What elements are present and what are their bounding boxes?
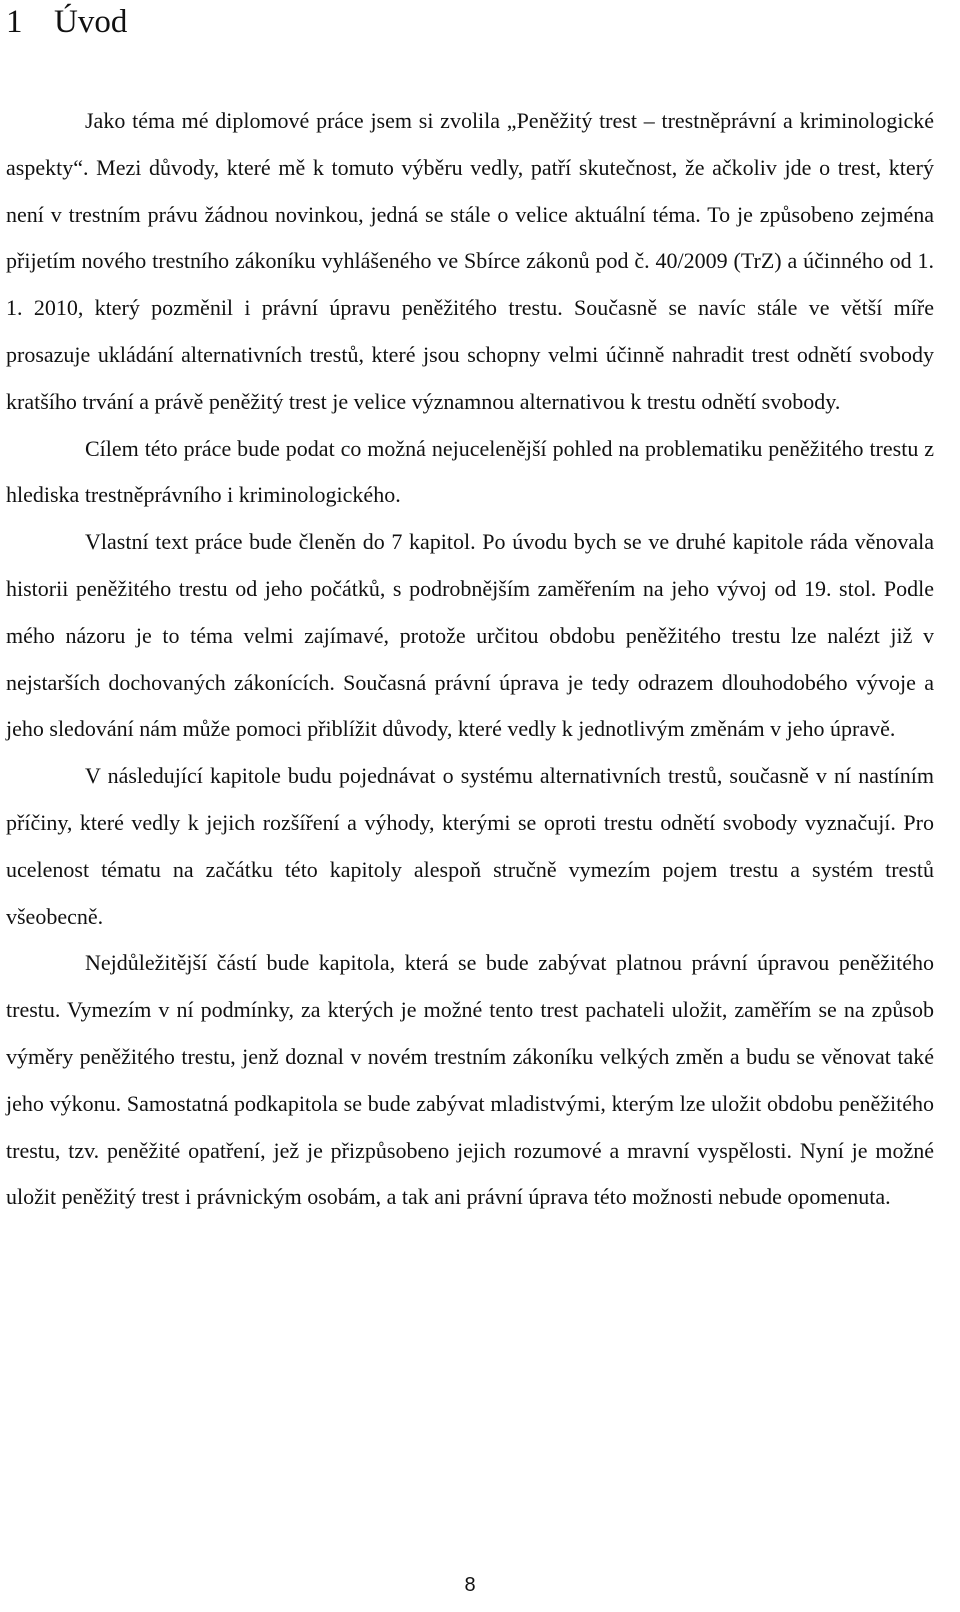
paragraph-5: Nejdůležitější částí bude kapitola, která se bude zabývat platnou právní úpravou peněžitého trestu. Vymezím v ní podmínky, za kterých je možné tento trest pachateli uložit, zaměřím se na způsob výměry peněžitého trestu, jenž doznal v novém trestním zákoníku velkých změn a budu se věnovat také jeho výkonu. Samostatná podkapitola se bude zabývat mladistvými, kterým lze uložit obdobu peněžitého trestu, tzv. peněžité opatření, jež je přizpůsobeno jejich rozumové a mravní vyspělosti. Nyní je možné uložit peněžitý trest i právnickým osobám, a tak ani právní úprava této možnosti nebude opomenuta. (6, 950, 934, 1210)
paragraph-4: V následující kapitole budu pojednávat o systému alternativních trestů, současně v ní nastíním příčiny, které vedly k jejich rozšíření a výhody, kterými se oproti trestu odnětí svobody vyznačují. Pro ucelenost tématu na začátku této kapitoly alespoň stručně vymezím pojem trestu a systém trestů všeobecně. (6, 763, 934, 929)
chapter-number: 1 (6, 4, 23, 40)
paragraph-2: Cílem této práce bude podat co možná nejucelenější pohled na problematiku peněžitého trestu z hlediska trestněprávního i kriminologického. (6, 435, 934, 508)
paragraph-3: Vlastní text práce bude členěn do 7 kapitol. Po úvodu bych se ve druhé kapitole ráda věnovala historii peněžitého trestu od jeho počátků, s podrobnějším zaměřením na jeho vývoj od 19. stol. Podle mého názoru je to téma velmi zajímavé, protože určitou obdobu peněžitého trestu lze nalézt již v nejstarších dochovaných zákonících. Současná právní úprava je tedy odrazem dlouhodobého vývoje a jeho sledování nám může pomoci přiblížit důvody, které vedly k jednotlivým změnám v jeho úpravě. (6, 529, 934, 742)
body-text (6, 98, 934, 1221)
page-number: 8 (464, 1574, 476, 1596)
chapter-title: Úvod (54, 4, 128, 40)
paragraph-1: Jako téma mé diplomové práce jsem si zvolila „Peněžitý trest – trestněprávní a kriminologické aspekty“. Mezi důvody, které mě k tomuto výběru vedly, patří skutečnost, že ačkoliv jde o trest, který není v trestním právu žádnou novinkou, jedná se stále o velice aktuální téma. To je způsobeno zejména přijetím nového trestního zákoníku vyhlášeného ve Sbírce zákonů pod č. 40/2009 (TrZ) a účinného od 1. 1. 2010, který pozměnil i právní úpravu peněžitého trestu. Současně se navíc stále ve větší míře prosazuje ukládání alternativních trestů, které jsou schopny velmi účinně nahradit trest odnětí svobody kratšího trvání a právě peněžitý trest je velice významnou alternativou k trestu odnětí svobody. (6, 108, 934, 414)
chapter-heading (6, 0, 127, 44)
